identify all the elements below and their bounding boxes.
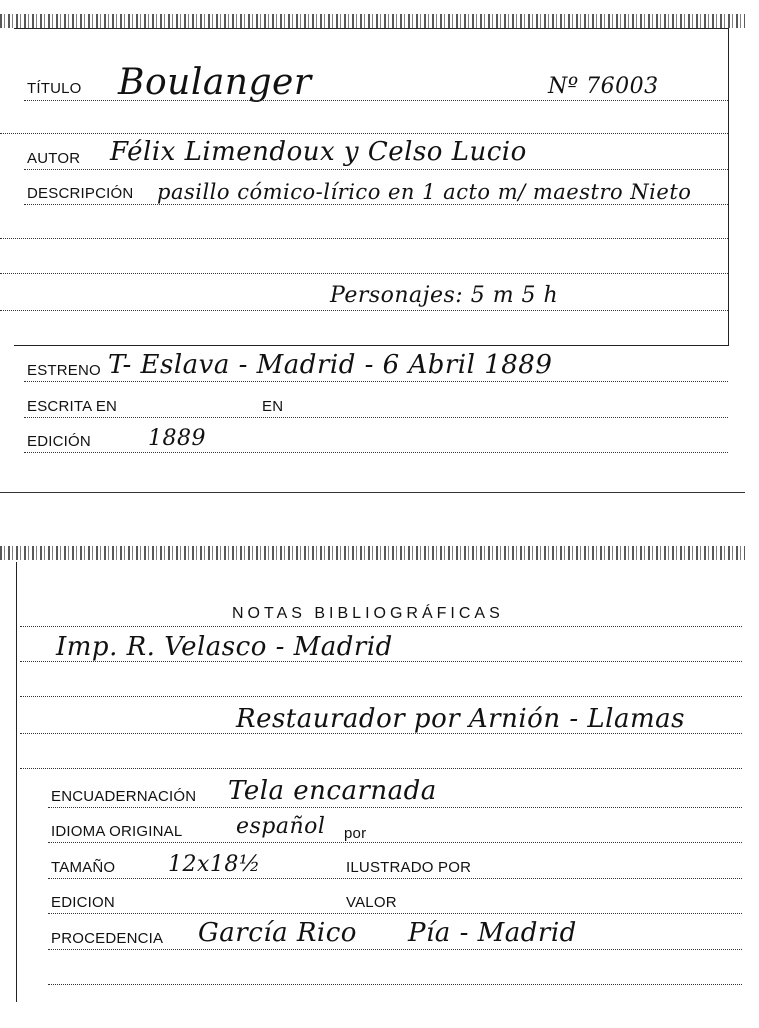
descripcion-value: pasillo cómico-lírico en 1 acto m/ maestro Nieto — [157, 180, 692, 204]
escrita-en-label: ESCRITA EN — [27, 398, 118, 415]
idioma-label: IDIOMA ORIGINAL — [51, 823, 183, 840]
blank-rule-1 — [0, 133, 728, 134]
notas-rule-5 — [20, 768, 742, 769]
estreno-label: ESTRENO — [27, 362, 101, 379]
personajes-value: Personajes: 5 m 5 h — [330, 283, 559, 308]
edicion2-rule — [48, 913, 742, 914]
idioma-por-label: por — [344, 825, 367, 842]
escrita-en-second-label: EN — [262, 398, 284, 415]
edicion2-label: EDICION — [51, 894, 115, 911]
personajes-rule — [0, 310, 728, 311]
notas-rule-3 — [20, 696, 742, 697]
nota-imprenta: Imp. R. Velasco - Madrid — [56, 632, 393, 662]
estreno-rule — [24, 381, 728, 382]
bottom-blank-rule — [48, 984, 742, 985]
estreno-value: T- Eslava - Madrid - 6 Abril 1889 — [108, 350, 553, 380]
tamano-rule — [48, 878, 742, 879]
encuadernacion-value: Tela encarnada — [228, 776, 437, 806]
nota-restaurador: Restaurador por Arnión - Llamas — [236, 704, 685, 734]
titulo-value: Boulanger — [118, 62, 312, 103]
blank-rule-2 — [0, 238, 728, 239]
autor-label: AUTOR — [27, 150, 81, 167]
card-number: Nº 76003 — [548, 74, 659, 99]
tamano-value: 12x18½ — [168, 852, 261, 877]
notas-rule-4 — [20, 733, 742, 734]
valor-label: VALOR — [346, 894, 397, 911]
ilustrado-label: ILUSTRADO POR — [346, 859, 472, 876]
titulo-rule — [24, 100, 728, 101]
card-top-torn-edge — [0, 14, 745, 28]
cards-separator — [0, 492, 745, 493]
idioma-rule — [48, 842, 742, 843]
notas-rule-2 — [20, 661, 742, 662]
idioma-value: español — [236, 814, 326, 839]
procedencia-rule — [48, 949, 742, 950]
encuadernacion-label: ENCUADERNACIÓN — [51, 788, 197, 805]
titulo-label: TÍTULO — [27, 80, 82, 97]
descripcion-label: DESCRIPCIÓN — [27, 185, 134, 202]
procedencia-value: García Rico — [198, 918, 357, 948]
descripcion-rule — [24, 204, 728, 205]
procedencia-label: PROCEDENCIA — [51, 930, 164, 947]
escrita-rule — [24, 417, 728, 418]
blank-rule-3 — [0, 273, 728, 274]
card-bottom-torn-edge — [0, 546, 745, 560]
autor-rule — [24, 169, 728, 170]
procedencia-value-2: Pía - Madrid — [408, 918, 577, 948]
notas-rule-1 — [20, 626, 742, 627]
edicion-value: 1889 — [148, 426, 206, 451]
tamano-label: TAMAÑO — [51, 859, 116, 876]
autor-value: Félix Limendoux y Celso Lucio — [110, 137, 527, 167]
edicion-rule — [24, 452, 728, 453]
edicion-label: EDICIÓN — [27, 433, 91, 450]
notas-heading: NOTAS BIBLIOGRÁFICAS — [232, 605, 504, 622]
encuadernacion-rule — [48, 807, 742, 808]
